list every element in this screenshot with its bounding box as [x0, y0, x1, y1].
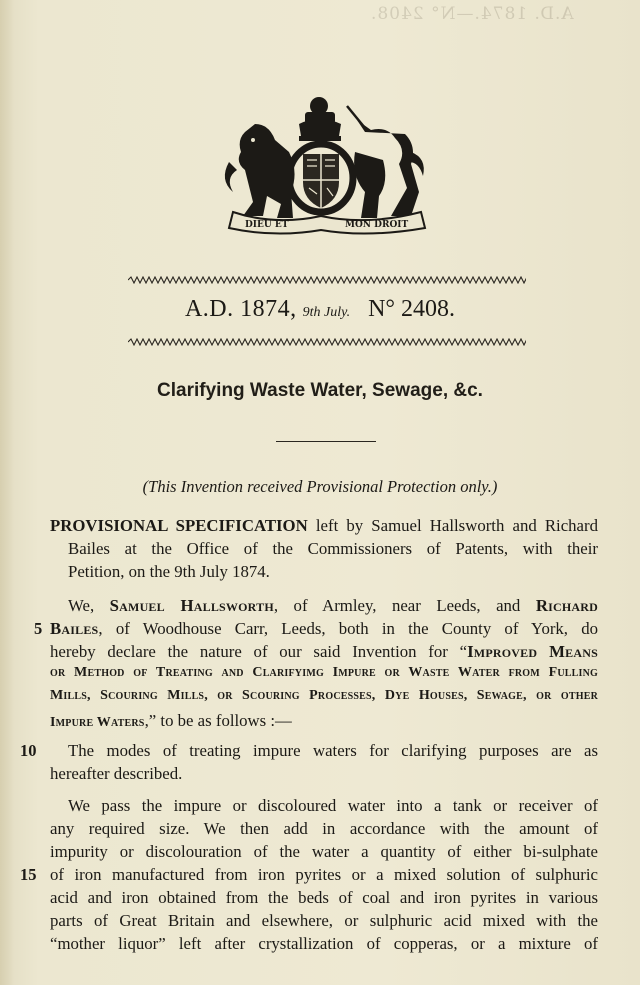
- line-number-5: 5: [34, 619, 43, 638]
- name-span: Samuel Hallsworth: [109, 596, 274, 615]
- text-line: acid and iron obtained from the beds of coal and iron pyrites in various: [50, 888, 598, 907]
- title-divider: [276, 441, 376, 442]
- name-span: Bailes: [50, 619, 99, 638]
- heading-date: 9th July.: [302, 305, 351, 320]
- motto-left-text: DIEU ET: [245, 220, 289, 230]
- text-line: We pass the impure or discoloured water into a tank or receiver of: [68, 796, 598, 815]
- text-line: “mother liquor” left after crystallization of copperas, or a mixture of: [50, 934, 598, 953]
- spec-label: PROVISIONAL SPECIFICATION: [50, 516, 308, 535]
- heading-year: A.D. 1874,: [184, 296, 297, 322]
- text-span: left by Samuel Hallsworth and Richard: [307, 516, 598, 535]
- caps-span: Impure Waters: [50, 715, 145, 730]
- text-span: We,: [68, 596, 110, 615]
- text-line: impurity or discolouration of the water a quantity of either bi-sulphate: [50, 842, 598, 861]
- text-span: ,” to be as follows :—: [144, 711, 292, 730]
- text-line: [50, 619, 598, 639]
- text-line: hereafter described.: [50, 764, 183, 783]
- text-line: [50, 516, 598, 536]
- shield-icon: [289, 144, 353, 212]
- text-line: [50, 642, 598, 662]
- text-line: The modes of treating impure waters for clarifying purposes are as: [68, 741, 598, 760]
- text-span: hereby declare the nature of our said Invention for “: [50, 642, 468, 661]
- royal-coat-of-arms-icon: [215, 92, 430, 237]
- invention-note: (This Invention received Provisional Protection only.): [142, 477, 498, 496]
- text-line: any required size. We then add in accordance with the amount of: [50, 819, 598, 838]
- wavy-rule-bottom: [128, 338, 526, 346]
- text-span: , of Armley, near Leeds, and: [273, 596, 536, 615]
- unicorn-supporter-icon: [347, 106, 424, 218]
- text-line: [50, 711, 292, 731]
- text-line: parts of Great Britain and elsewhere, or sulphuric acid mixed with the: [50, 911, 598, 930]
- lion-supporter-icon: [225, 124, 295, 218]
- motto-right-text: MON DROIT: [345, 220, 409, 230]
- heading-number: N° 2408.: [368, 296, 456, 322]
- text-line: Mills, Scouring Mills, or Scouring Processes, Dye Houses, Sewage, or other: [50, 688, 598, 703]
- page-title: Clarifying Waste Water, Sewage, &c.: [157, 380, 483, 401]
- text-span: , of Woodhouse Carr, Leeds, both in the County of York, do: [98, 619, 598, 638]
- text-line: [68, 596, 598, 616]
- text-line: of iron manufactured from iron pyrites or a mixed solution of sulphuric: [50, 865, 598, 884]
- patent-heading: [0, 296, 640, 323]
- text-line: Petition, on the 9th July 1874.: [68, 562, 270, 581]
- crown-icon: [299, 97, 341, 141]
- bleed-through-text: A.D. 1874.—N° 2408.: [370, 4, 574, 24]
- caps-span: Improved Means: [467, 642, 598, 661]
- line-number-15: 15: [20, 865, 37, 884]
- wavy-rule-top: [128, 276, 526, 284]
- name-span: Richard: [535, 596, 598, 615]
- text-line: or Method of Treating and Clarifyimg Impure or Waste Water from Fulling: [50, 665, 598, 680]
- line-number-10: 10: [20, 741, 37, 760]
- text-line: Bailes at the Office of the Commissioners of Patents, with their: [68, 539, 598, 558]
